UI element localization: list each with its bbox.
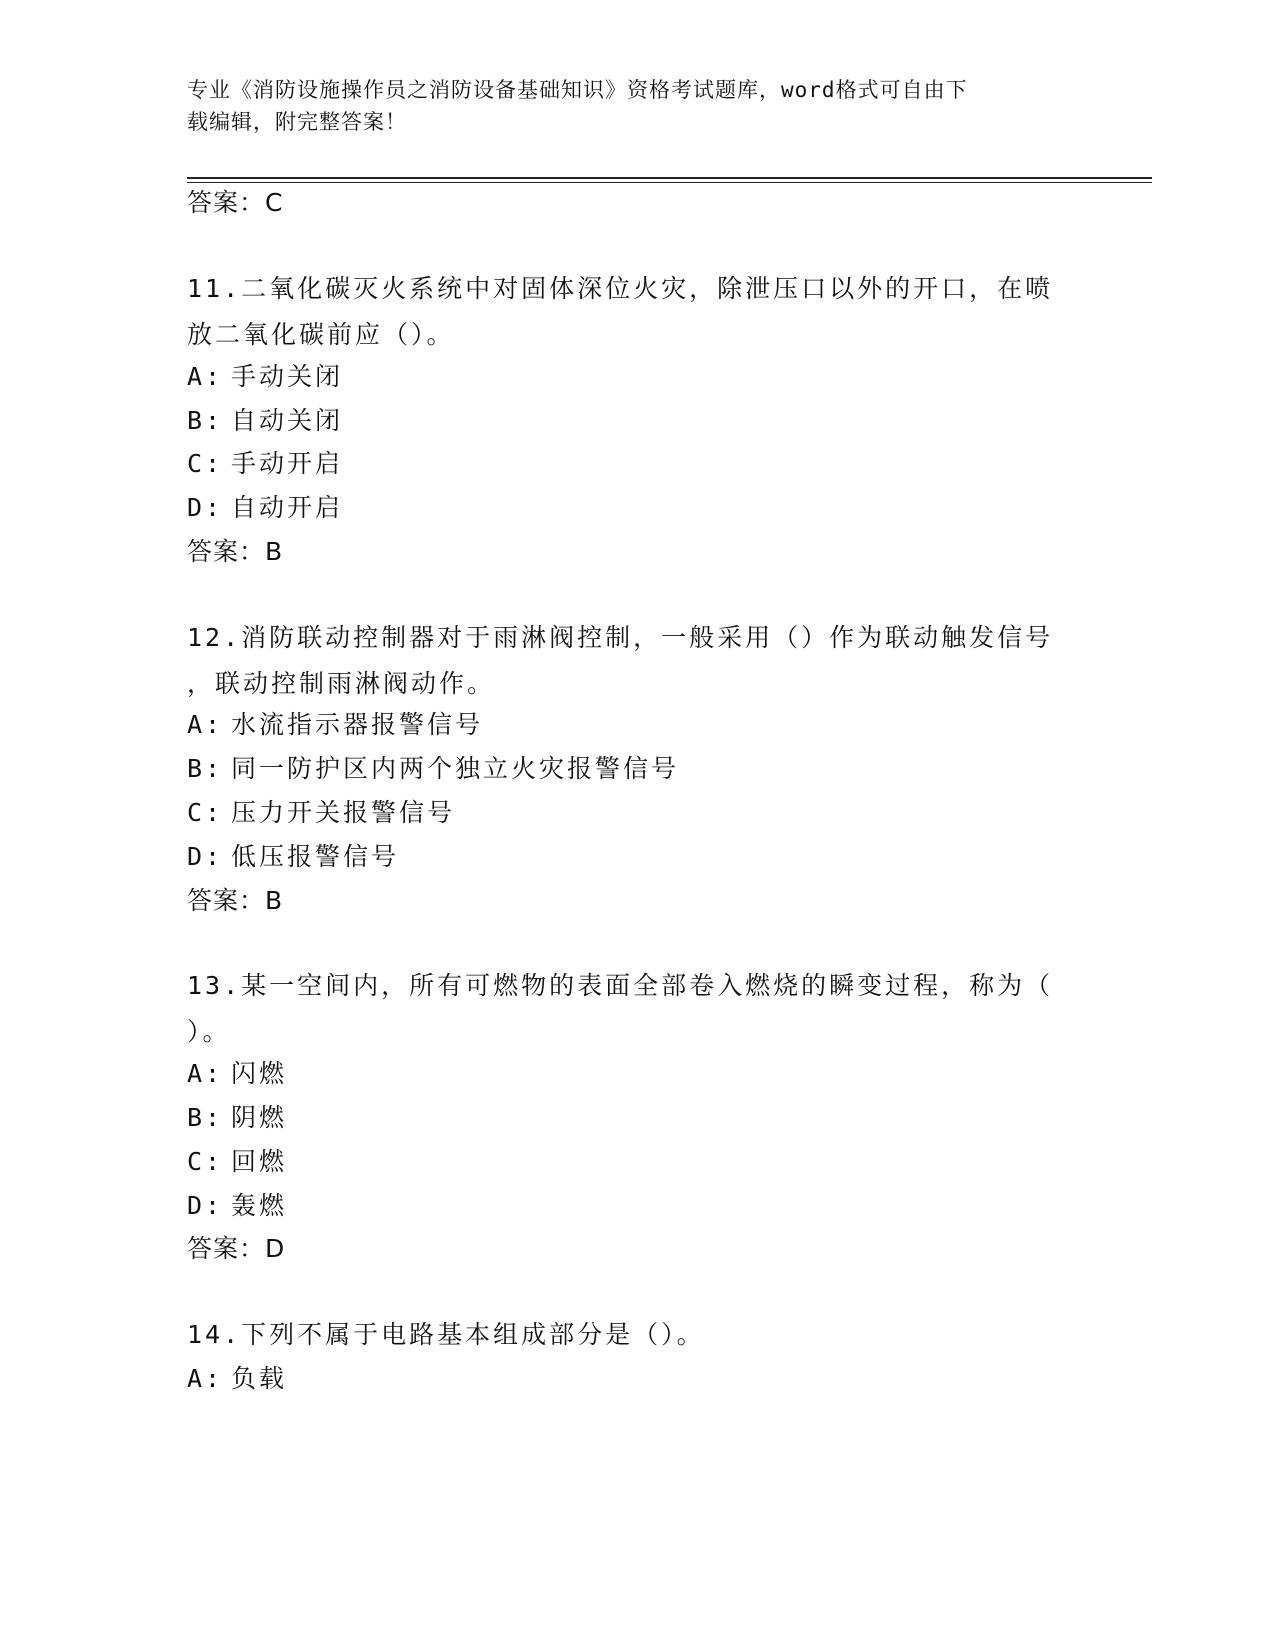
header-rule-thick bbox=[187, 177, 1152, 179]
option-letter: C: bbox=[187, 449, 224, 478]
option-letter: D: bbox=[187, 1191, 224, 1220]
question-13-stem bbox=[187, 963, 1087, 1055]
header-line-1: 专业《消防设施操作员之消防设备基础知识》资格考试题库，word格式可自由下 bbox=[187, 78, 968, 102]
option-letter: D: bbox=[187, 842, 224, 871]
question-stem-line: ）。 bbox=[187, 1017, 231, 1046]
option-letter: D: bbox=[187, 493, 224, 522]
question-stem-line: 11.二氧化碳灭火系统中对固体深位火灾，除泄压口以外的开口，在喷 bbox=[187, 274, 1054, 303]
question-stem-line: ，联动控制雨淋阀动作。 bbox=[187, 669, 496, 698]
option-text: 同一防护区内两个独立火灾报警信号 bbox=[231, 754, 680, 783]
option-letter: C: bbox=[187, 1147, 224, 1176]
option-text: 回燃 bbox=[231, 1147, 288, 1176]
option-text: 自动开启 bbox=[231, 493, 344, 522]
question-14-stem bbox=[187, 1312, 1087, 1358]
question-12-answer: 答案：B bbox=[187, 886, 284, 915]
question-11-option-a bbox=[187, 360, 343, 394]
question-stem-line: 12.消防联动控制器对于雨淋阀控制，一般采用（）作为联动触发信号 bbox=[187, 623, 1054, 652]
option-text: 自动关闭 bbox=[231, 406, 344, 435]
option-text: 手动关闭 bbox=[231, 362, 344, 391]
question-11-stem bbox=[187, 266, 1087, 358]
option-letter: A: bbox=[187, 710, 224, 739]
question-12-option-b bbox=[187, 752, 679, 786]
question-12-option-a bbox=[187, 708, 483, 742]
header-line-2: 载编辑，附完整答案！ bbox=[187, 110, 407, 134]
question-11-option-c bbox=[187, 447, 343, 481]
option-letter: B: bbox=[187, 1103, 224, 1132]
question-11-option-d bbox=[187, 491, 343, 525]
option-text: 闪燃 bbox=[231, 1059, 288, 1088]
option-text: 轰燃 bbox=[231, 1191, 288, 1220]
question-stem-line: 放二氧化碳前应（）。 bbox=[187, 320, 455, 349]
question-stem-line: 14.下列不属于电路基本组成部分是（）。 bbox=[187, 1320, 705, 1349]
question-11-answer: 答案：B bbox=[187, 537, 284, 566]
question-13-answer: 答案：D bbox=[187, 1234, 286, 1263]
option-letter: A: bbox=[187, 362, 224, 391]
question-11-option-b bbox=[187, 404, 343, 438]
option-letter: A: bbox=[187, 1364, 224, 1393]
question-13-option-c bbox=[187, 1145, 287, 1179]
option-text: 水流指示器报警信号 bbox=[231, 710, 484, 739]
header-rule-thin bbox=[187, 182, 1152, 183]
question-13-option-d bbox=[187, 1189, 287, 1223]
option-text: 负载 bbox=[231, 1364, 288, 1393]
question-13-option-b bbox=[187, 1101, 287, 1135]
previous-answer: 答案：C bbox=[187, 188, 284, 217]
option-letter: A: bbox=[187, 1059, 224, 1088]
option-text: 手动开启 bbox=[231, 449, 344, 478]
option-letter: B: bbox=[187, 754, 224, 783]
option-text: 低压报警信号 bbox=[231, 842, 400, 871]
question-13-option-a bbox=[187, 1057, 287, 1091]
question-12-stem bbox=[187, 615, 1087, 707]
document-header bbox=[187, 74, 1067, 138]
question-12-option-d bbox=[187, 840, 399, 874]
option-letter: C: bbox=[187, 798, 224, 827]
question-12-option-c bbox=[187, 796, 455, 830]
option-text: 压力开关报警信号 bbox=[231, 798, 456, 827]
question-stem-line: 13.某一空间内，所有可燃物的表面全部卷入燃烧的瞬变过程，称为（ bbox=[187, 971, 1054, 1000]
option-text: 阴燃 bbox=[231, 1103, 288, 1132]
question-14-option-a bbox=[187, 1362, 287, 1396]
option-letter: B: bbox=[187, 406, 224, 435]
